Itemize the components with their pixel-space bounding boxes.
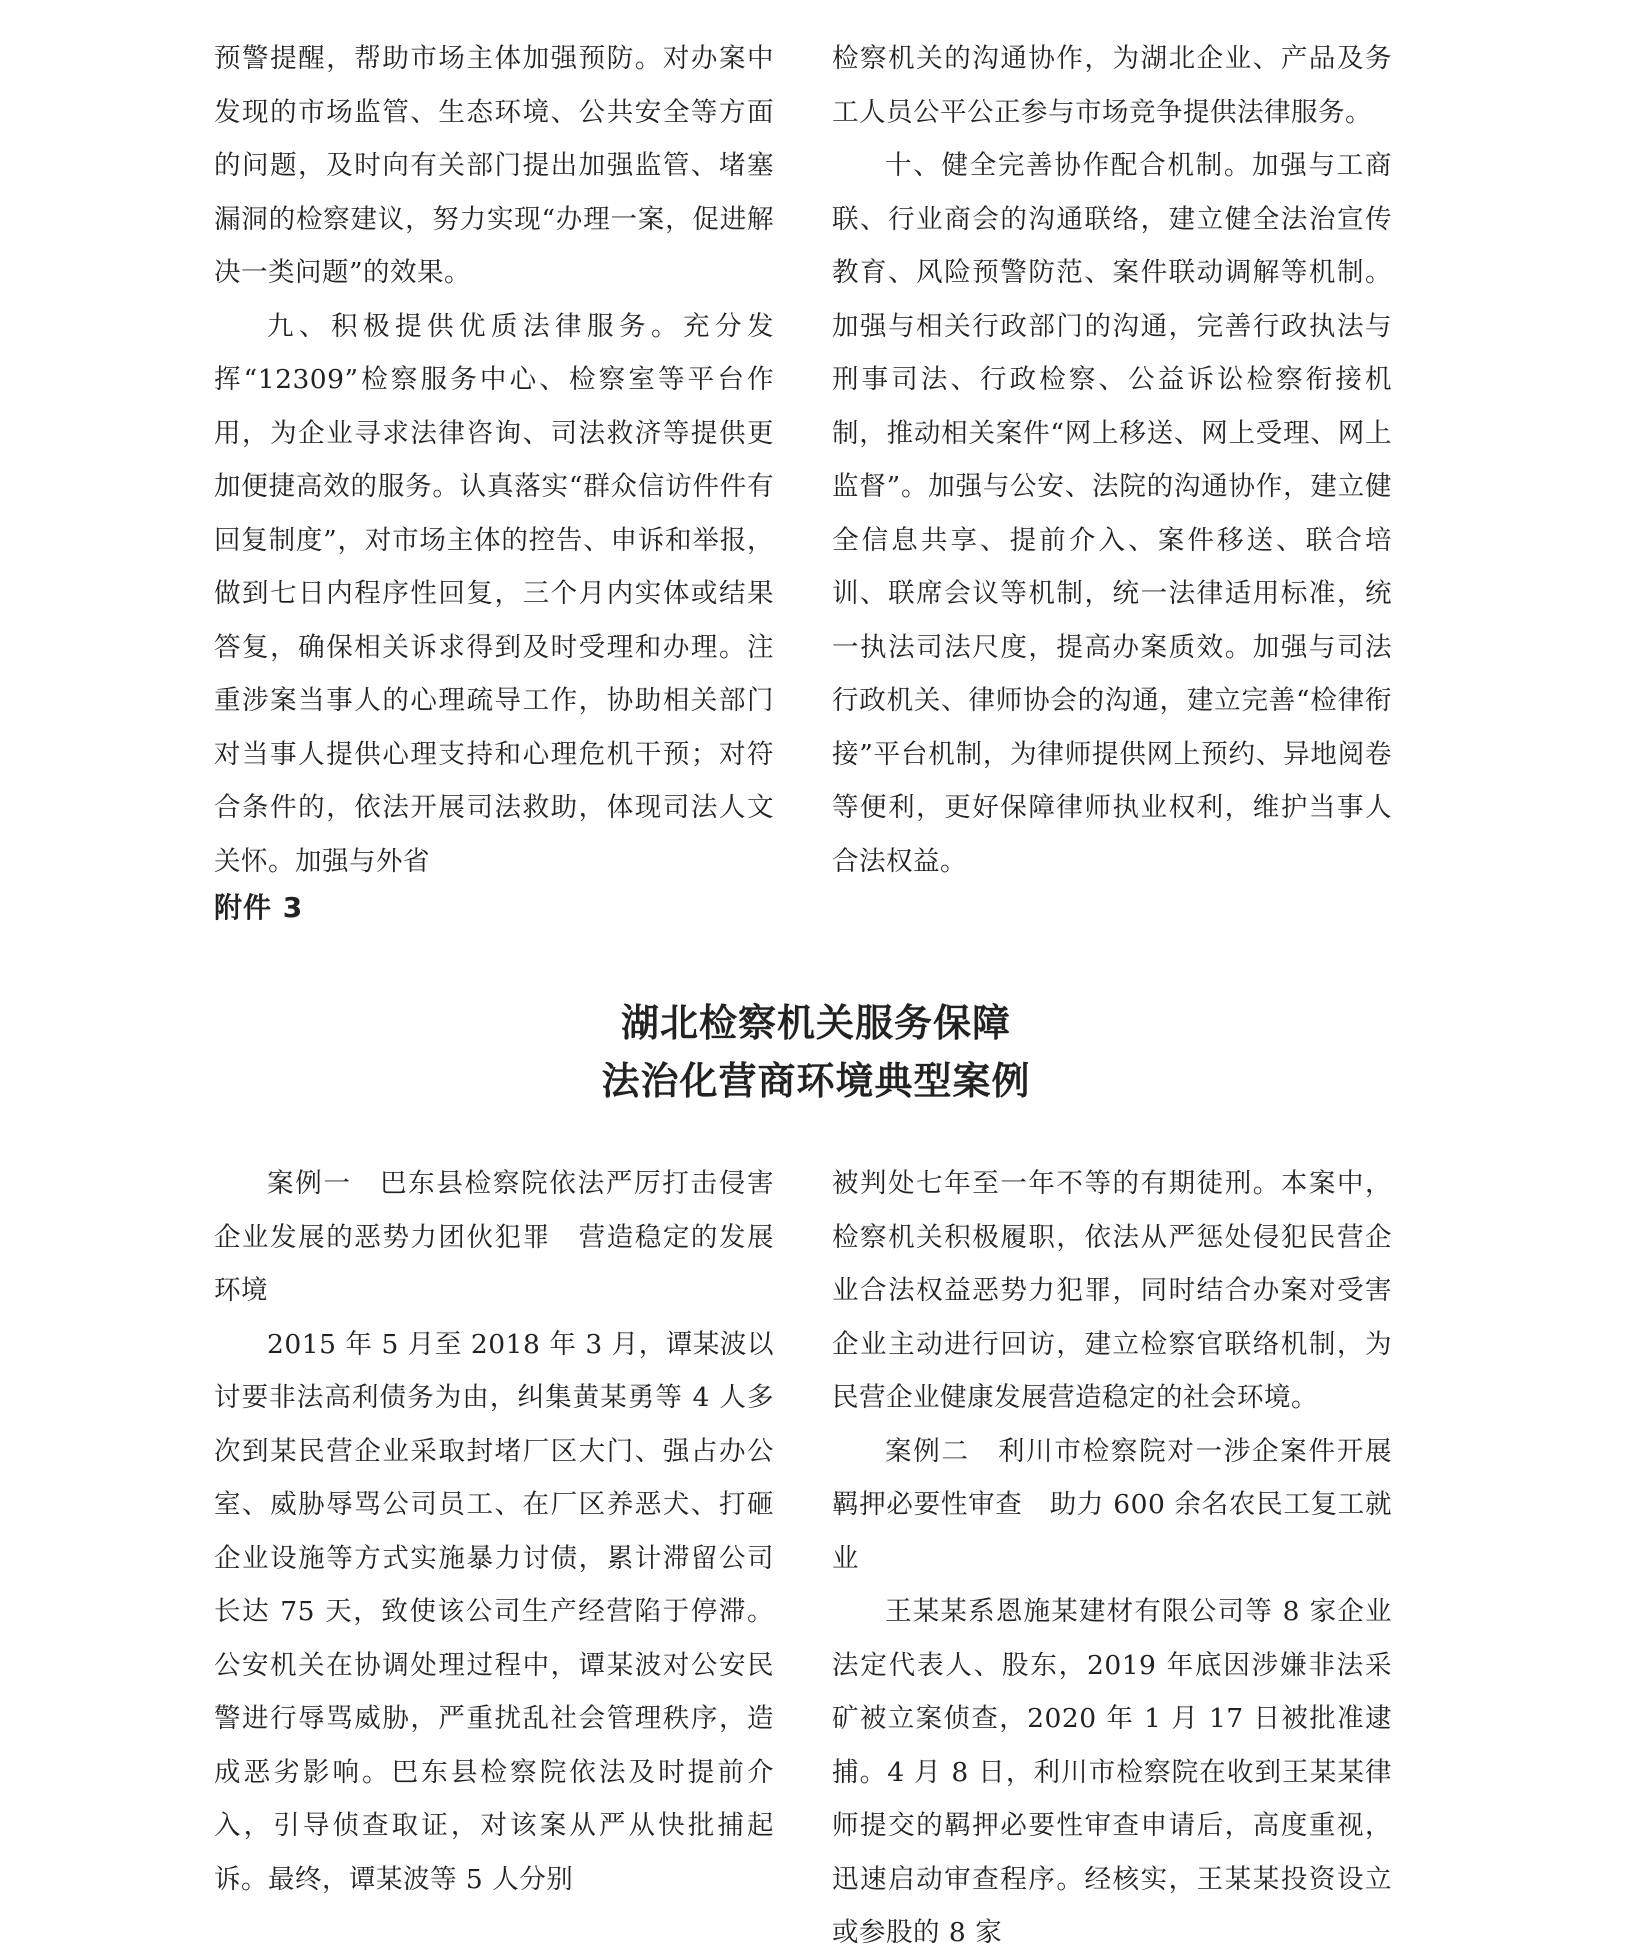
top-right-column <box>832 32 1392 888</box>
paragraph: 检察机关的沟通协作，为湖北企业、产品及务工人员公平公正参与市场竞争提供法律服务。 <box>832 43 1392 128</box>
paragraph: 案例二 利川市检察院对一涉企案件开展羁押必要性审查 助力 600 余名农民工复工就业 <box>832 1435 1392 1574</box>
paragraph: 王某某系恩施某建材有限公司等 8 家企业法定代表人、股东，2019 年底因涉嫌非法采矿被立案侦查，2020 年 1 月 17 日被批准逮捕。4 月 8 日，利川市检察院在收到王某某律师提交的羁押必要性审查申请后，高度重视，迅速启动审查程序。经核实，王某某投资设立或参股的 8 家 <box>832 1596 1392 1948</box>
attachment-label: 附件 3 <box>214 891 304 924</box>
paragraph: 九、积极提供优质法律服务。充分发挥“12309”检察服务中心、检察室等平台作用，为企业寻求法律咨询、司法救济等提供更加便捷高效的服务。认真落实“群众信访件件有回复制度”，对市场主体的控告、申诉和举报，做到七日内程序性回复，三个月内实体或结果答复，确保相关诉求得到及时受理和办理。注重涉案当事人的心理疏导工作，协助相关部门对当事人提供心理支持和心理危机干预；对符合条件的，依法开展司法救助，体现司法人文关怀。加强与外省 <box>214 310 774 877</box>
document-title-line-2: 法治化营商环境典型案例 <box>601 1058 1031 1103</box>
document-title <box>0 994 1632 1110</box>
top-left-column <box>214 32 774 888</box>
paragraph: 被判处七年至一年不等的有期徒刑。本案中，检察机关积极履职，依法从严惩处侵犯民营企业合法权益恶势力犯罪，同时结合办案对受害企业主动进行回访，建立检察官联络机制，为民营企业健康发展营造稳定的社会环境。 <box>832 1168 1392 1413</box>
paragraph: 2015 年 5 月至 2018 年 3 月，谭某波以讨要非法高利债务为由，纠集黄某勇等 4 人多次到某民营企业采取封堵厂区大门、强占办公室、威胁辱骂公司员工、在厂区养恶犬、打砸企业设施等方式实施暴力讨债，累计滞留公司长达 75 天，致使该公司生产经营陷于停滞。公安机关在协调处理过程中，谭某波对公安民警进行辱骂威胁，严重扰乱社会管理秩序，造成恶劣影响。巴东县检察院依法及时提前介入，引导侦查取证，对该案从严从快批捕起诉。最终，谭某波等 5 人分别 <box>214 1328 774 1895</box>
paragraph: 预警提醒，帮助市场主体加强预防。对办案中发现的市场监管、生态环境、公共安全等方面的问题，及时向有关部门提出加强监管、堵塞漏洞的检察建议，努力实现“办理一案，促进解决一类问题”的效果。 <box>214 43 774 288</box>
bottom-right-column <box>832 1157 1392 1960</box>
paragraph: 案例一 巴东县检察院依法严厉打击侵害企业发展的恶势力团伙犯罪 营造稳定的发展环境 <box>214 1168 774 1306</box>
paragraph: 十、健全完善协作配合机制。加强与工商联、行业商会的沟通联络，建立健全法治宣传教育、风险预警防范、案件联动调解等机制。加强与相关行政部门的沟通，完善行政执法与刑事司法、行政检察、公益诉讼检察衔接机制，推动相关案件“网上移送、网上受理、网上监督”。加强与公安、法院的沟通协作，建立健全信息共享、提前介入、案件移送、联合培训、联席会议等机制，统一法律适用标准，统一执法司法尺度，提高办案质效。加强与司法行政机关、律师协会的沟通，建立完善“检律衔接”平台机制，为律师提供网上预约、异地阅卷等便利，更好保障律师执业权利，维护当事人合法权益。 <box>832 150 1392 877</box>
bottom-left-column <box>214 1157 774 1906</box>
document-title-line-1: 湖北检察机关服务保障 <box>620 1000 1011 1045</box>
